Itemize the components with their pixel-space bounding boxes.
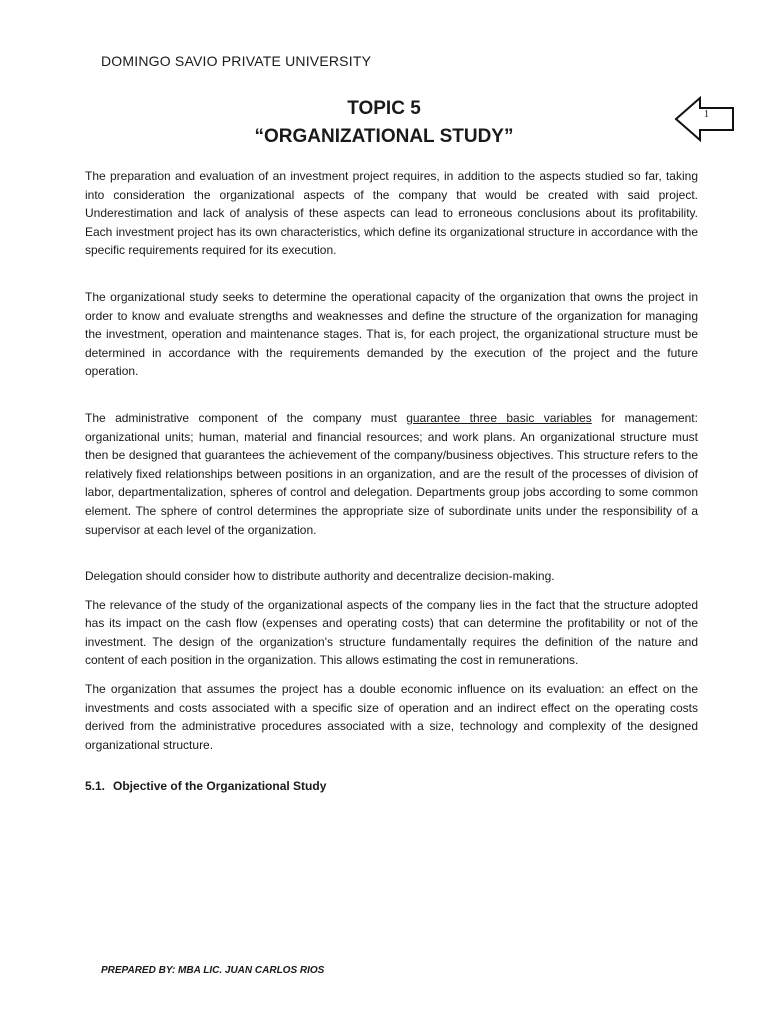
topic-number: TOPIC 5 xyxy=(347,98,421,119)
page-title xyxy=(0,95,768,151)
section-title: Objective of the Organizational Study xyxy=(113,779,327,793)
paragraph-4: Delegation should consider how to distribute authority and decentralize decision-making. xyxy=(85,569,555,584)
paragraph-6: The organization that assumes the project has a double economic influence on its evaluation: an effect on the investments and costs associated with a specific size of operation and an indirect effect on the operating costs derived from the administrative procedures associated with a size, technology and complexity of the designed organizational structure. xyxy=(85,682,698,752)
university-name: DOMINGO SAVIO PRIVATE UNIVERSITY xyxy=(101,53,372,69)
paragraph-3 xyxy=(85,409,698,539)
page-number: 1 xyxy=(704,109,709,120)
paragraph-2: The organizational study seeks to determine the operational capacity of the organization that owns the project in order to know and evaluate strengths and weaknesses and define the structure of the organization for managing the investment, operation and maintenance stages. That is, for each project, the organizational structure must be determined in accordance with the requirements demanded by the execution of the project and the future operation. xyxy=(85,289,698,379)
page-back-arrow[interactable] xyxy=(674,96,736,142)
paragraph-1: The preparation and evaluation of an investment project requires, in addition to the aspects studied so far, taking into consideration the organizational aspects of the company that would be created with said project. Underestimation and lack of analysis of these aspects can lead to erroneous conclusions about its profitability. Each investment project has its own characteristics, which define its organizational structure in accordance with the specific requirements required for its execution. xyxy=(85,169,698,258)
underlined-phrase: guarantee three basic variables xyxy=(406,410,592,425)
footer-prepared-by: PREPARED BY: MBA LIC. JUAN CARLOS RIOS xyxy=(101,965,325,976)
paragraph-3-rest: for management: organizational units; human, material and financial resources; and work plans. An organizational structure must then be designed that guarantees the achievement of the company/business objectives. This structure refers to the relatively fixed relationships between positions in an organization, and are the result of the processes of division of labor, departmentalization, spheres of control and delegation. Departments group jobs according to some common element. The sphere of control determines the appropriate size of subordinate units under the responsibility of a supervisor at each level of the organization. xyxy=(85,410,698,537)
section-number: 5.1. xyxy=(85,779,106,793)
section-heading xyxy=(85,779,326,793)
paragraph-3-start: The administrative component of the company must xyxy=(85,410,407,425)
topic-title: “ORGANIZATIONAL STUDY” xyxy=(254,126,514,147)
document-body xyxy=(85,167,698,754)
paragraph-5: The relevance of the study of the organizational aspects of the company lies in the fact that the structure adopted has its impact on the cash flow (expenses and operating costs) that can determine the profitability or not of the investment. The design of the organization's structure fundamentally requires the definition of the nature and content of each position in the organization. This allows estimating the cost in remunerations. xyxy=(85,597,698,668)
